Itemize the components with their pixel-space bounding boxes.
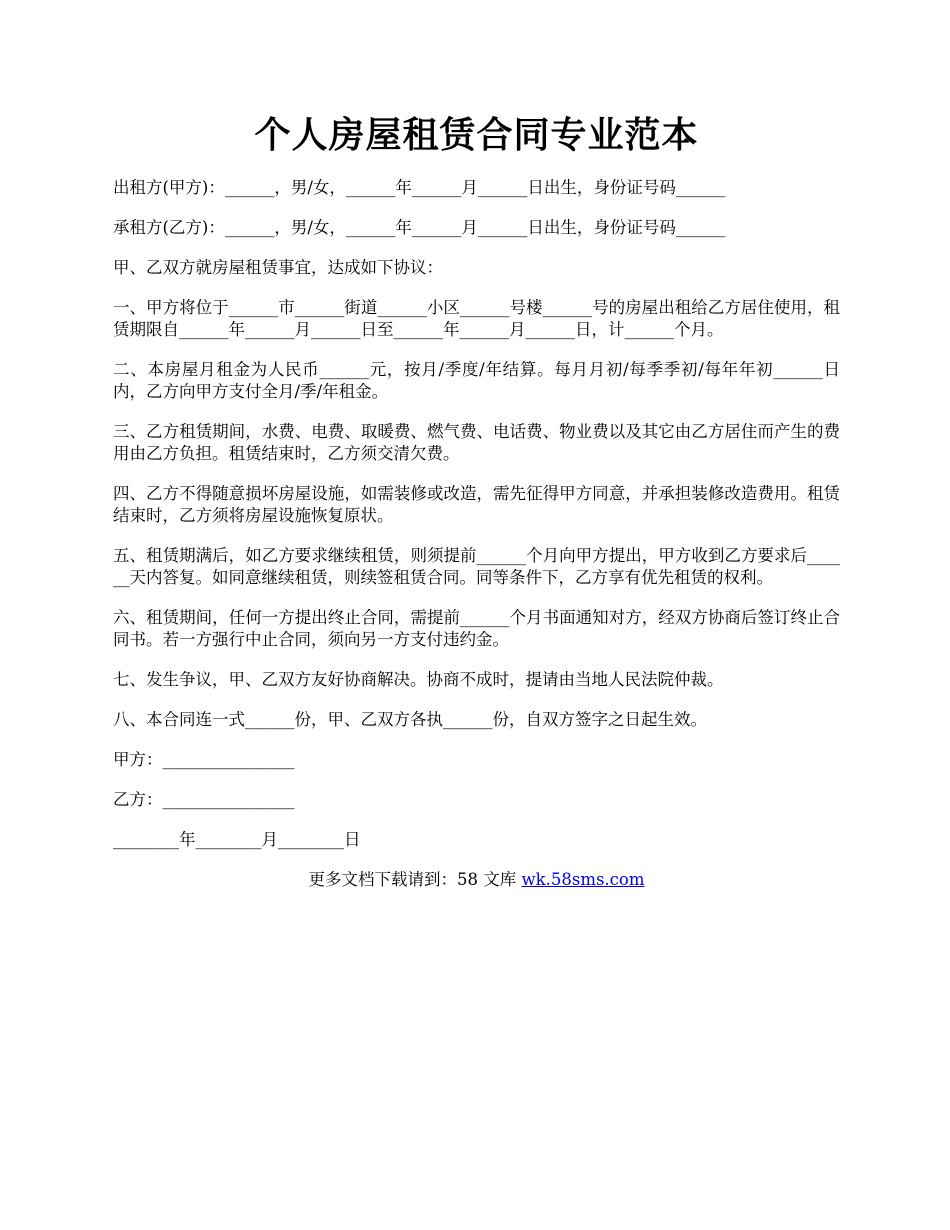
clause-3: 三、乙方租赁期间，水费、电费、取暖费、燃气费、电话费、物业费以及其它由乙方居住而产生的费用由乙方负担。租赁结束时，乙方须交清欠费。: [113, 422, 840, 463]
agreement-intro: 甲、乙双方就房屋租赁事宜，达成如下协议：: [113, 258, 443, 277]
footer-text: 更多文档下载请到：58 文库: [308, 870, 522, 889]
party-b-signature: 乙方：________________: [113, 790, 295, 809]
clause-1: 一、甲方将位于______市______街道______小区______号楼______号的房屋出租给乙方居住使用，租赁期限自______年______月______日至______年______月______日，计______个月。: [113, 298, 840, 339]
clause-2: 二、本房屋月租金为人民币______元，按月/季度/年结算。每月月初/每季季初/每年年初______日内，乙方向甲方支付全月/季/年租金。: [113, 360, 840, 401]
clause-5: 五、租赁期满后，如乙方要求继续租赁，则须提前______个月向甲方提出，甲方收到乙方要求后______天内答复。如同意继续租赁，则续签租赁合同。同等条件下，乙方享有优先租赁的权利。: [113, 546, 840, 587]
clause-4: 四、乙方不得随意损坏房屋设施，如需装修或改造，需先征得甲方同意，并承担装修改造费用。租赁结束时，乙方须将房屋设施恢复原状。: [113, 484, 840, 525]
clause-8: 八、本合同连一式______份，甲、乙双方各执______份，自双方签字之日起生效。: [113, 710, 707, 729]
footer-link[interactable]: wk.58sms.com: [521, 870, 645, 889]
document-title: 个人房屋租赁合同专业范本: [254, 114, 699, 156]
lessor-info: 出租方(甲方)：______，男/女，______年______月______日出生，身份证号码______: [113, 178, 726, 197]
document-page: [113, 110, 840, 891]
signing-date: ________年________月________日: [113, 830, 361, 849]
clause-6: 六、租赁期间，任何一方提出终止合同，需提前______个月书面通知对方，经双方协商后签订终止合同书。若一方强行中止合同，须向另一方支付违约金。: [113, 608, 840, 649]
lessee-info: 承租方(乙方)：______，男/女，______年______月______日出生，身份证号码______: [113, 218, 726, 237]
party-a-signature: 甲方：________________: [113, 750, 295, 769]
clause-7: 七、发生争议，甲、乙双方友好协商解决。协商不成时，提请由当地人民法院仲裁。: [113, 670, 724, 689]
footer: [113, 869, 840, 891]
